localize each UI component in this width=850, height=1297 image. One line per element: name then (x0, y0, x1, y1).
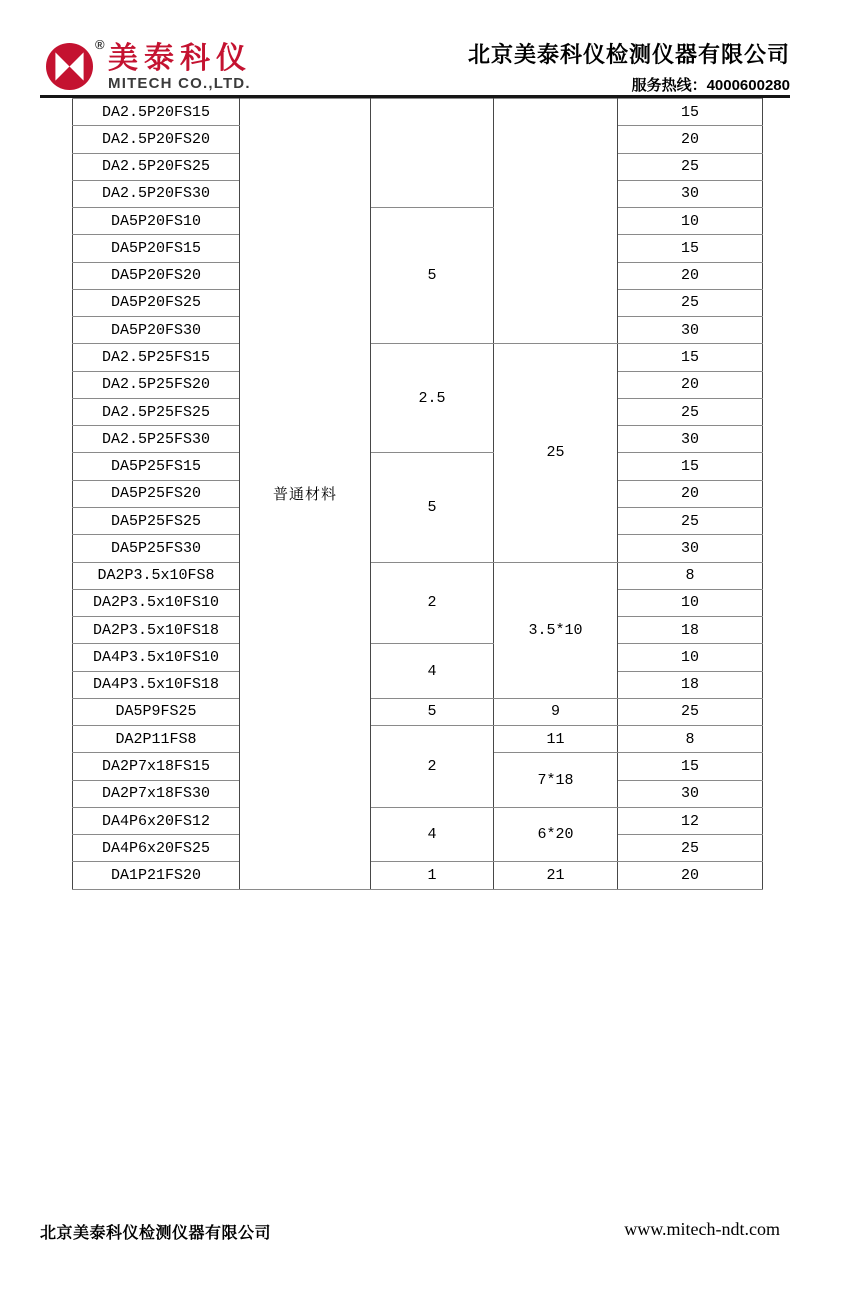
value-cell: 12 (618, 807, 763, 834)
value-cell: 10 (618, 589, 763, 616)
frequency-group-cell (371, 99, 494, 208)
table-row (73, 698, 763, 725)
spec-table-body (73, 99, 763, 890)
service-hotline: 服务热线：4000600280 (631, 77, 790, 94)
model-cell: DA5P20FS25 (73, 289, 240, 316)
model-cell: DA5P20FS10 (73, 208, 240, 235)
footer-company-name: 北京美泰科仪检测仪器有限公司 (40, 1225, 272, 1242)
value-cell: 20 (618, 126, 763, 153)
value-cell: 15 (618, 453, 763, 480)
footer-website: www.mitech-ndt.com (624, 1219, 780, 1239)
frequency-group-cell: 4 (371, 807, 494, 862)
model-cell: DA5P25FS30 (73, 535, 240, 562)
value-cell: 10 (618, 644, 763, 671)
value-cell: 30 (618, 317, 763, 344)
table-row (73, 807, 763, 834)
value-cell: 25 (618, 153, 763, 180)
model-cell: DA2.5P20FS15 (73, 99, 240, 126)
value-cell: 30 (618, 780, 763, 807)
bowtie-circle-logo-icon (46, 43, 93, 90)
model-cell: DA2.5P20FS30 (73, 180, 240, 207)
frequency-group-cell: 2 (371, 562, 494, 644)
table-row (73, 344, 763, 371)
table-row (73, 453, 763, 480)
brand-name-english: MITECH CO.,LTD. (108, 75, 251, 92)
model-cell: DA4P6x20FS25 (73, 835, 240, 862)
model-cell: DA5P20FS30 (73, 317, 240, 344)
frequency-group-cell: 5 (371, 698, 494, 725)
value-cell: 18 (618, 671, 763, 698)
value-cell: 25 (618, 835, 763, 862)
frequency-group-cell: 4 (371, 644, 494, 699)
page-header (0, 0, 850, 98)
model-cell: DA5P9FS25 (73, 698, 240, 725)
model-cell: DA2P7x18FS15 (73, 753, 240, 780)
table-row (73, 208, 763, 235)
frequency-group-cell: 5 (371, 208, 494, 344)
value-cell: 15 (618, 99, 763, 126)
model-cell: DA4P3.5x10FS10 (73, 644, 240, 671)
table-row (73, 644, 763, 671)
value-cell: 15 (618, 753, 763, 780)
model-cell: DA2P3.5x10FS8 (73, 562, 240, 589)
value-cell: 20 (618, 862, 763, 889)
value-cell: 25 (618, 698, 763, 725)
probe-spec-table (72, 98, 763, 890)
model-cell: DA2.5P25FS20 (73, 371, 240, 398)
value-cell: 25 (618, 289, 763, 316)
table-row (73, 726, 763, 753)
size-group-cell: 7*18 (494, 753, 618, 808)
value-cell: 18 (618, 617, 763, 644)
size-group-cell: 3.5*10 (494, 562, 618, 698)
model-cell: DA5P25FS20 (73, 480, 240, 507)
model-cell: DA2.5P25FS15 (73, 344, 240, 371)
value-cell: 15 (618, 235, 763, 262)
table-row (73, 562, 763, 589)
value-cell: 30 (618, 180, 763, 207)
table-row (73, 99, 763, 126)
registered-trademark-mark: ® (95, 37, 105, 52)
value-cell: 10 (618, 208, 763, 235)
size-group-cell: 9 (494, 698, 618, 725)
size-group-cell (494, 99, 618, 344)
model-cell: DA2.5P25FS30 (73, 426, 240, 453)
size-group-cell: 21 (494, 862, 618, 889)
brand-name-chinese: 美泰科仪 (108, 42, 252, 75)
frequency-group-cell: 2.5 (371, 344, 494, 453)
value-cell: 20 (618, 371, 763, 398)
model-cell: DA5P25FS15 (73, 453, 240, 480)
model-cell: DA2P3.5x10FS10 (73, 589, 240, 616)
frequency-group-cell: 5 (371, 453, 494, 562)
header-company-block (468, 42, 790, 95)
value-cell: 8 (618, 726, 763, 753)
brand-text (108, 43, 252, 92)
frequency-group-cell: 1 (371, 862, 494, 889)
value-cell: 8 (618, 562, 763, 589)
company-logo (46, 37, 252, 93)
value-cell: 30 (618, 426, 763, 453)
value-cell: 20 (618, 262, 763, 289)
value-cell: 30 (618, 535, 763, 562)
model-cell: DA2.5P20FS20 (73, 126, 240, 153)
model-cell: DA2P11FS8 (73, 726, 240, 753)
size-group-cell: 6*20 (494, 807, 618, 862)
value-cell: 25 (618, 398, 763, 425)
value-cell: 25 (618, 507, 763, 534)
model-cell: DA4P3.5x10FS18 (73, 671, 240, 698)
value-cell: 20 (618, 480, 763, 507)
model-cell: DA5P25FS25 (73, 507, 240, 534)
model-cell: DA2.5P20FS25 (73, 153, 240, 180)
model-cell: DA1P21FS20 (73, 862, 240, 889)
value-cell: 15 (618, 344, 763, 371)
frequency-group-cell: 2 (371, 726, 494, 808)
table-row (73, 862, 763, 889)
size-group-cell: 11 (494, 726, 618, 753)
model-cell: DA2.5P25FS25 (73, 398, 240, 425)
logo-triangle-right (46, 43, 93, 90)
model-cell: DA5P20FS15 (73, 235, 240, 262)
spec-table-container (72, 98, 763, 890)
model-cell: DA2P7x18FS30 (73, 780, 240, 807)
model-cell: DA5P20FS20 (73, 262, 240, 289)
material-cell: 普通材料 (240, 99, 371, 890)
model-cell: DA4P6x20FS12 (73, 807, 240, 834)
size-group-cell: 25 (494, 344, 618, 562)
model-cell: DA2P3.5x10FS18 (73, 617, 240, 644)
company-name: 北京美泰科仪检测仪器有限公司 (467, 42, 790, 67)
